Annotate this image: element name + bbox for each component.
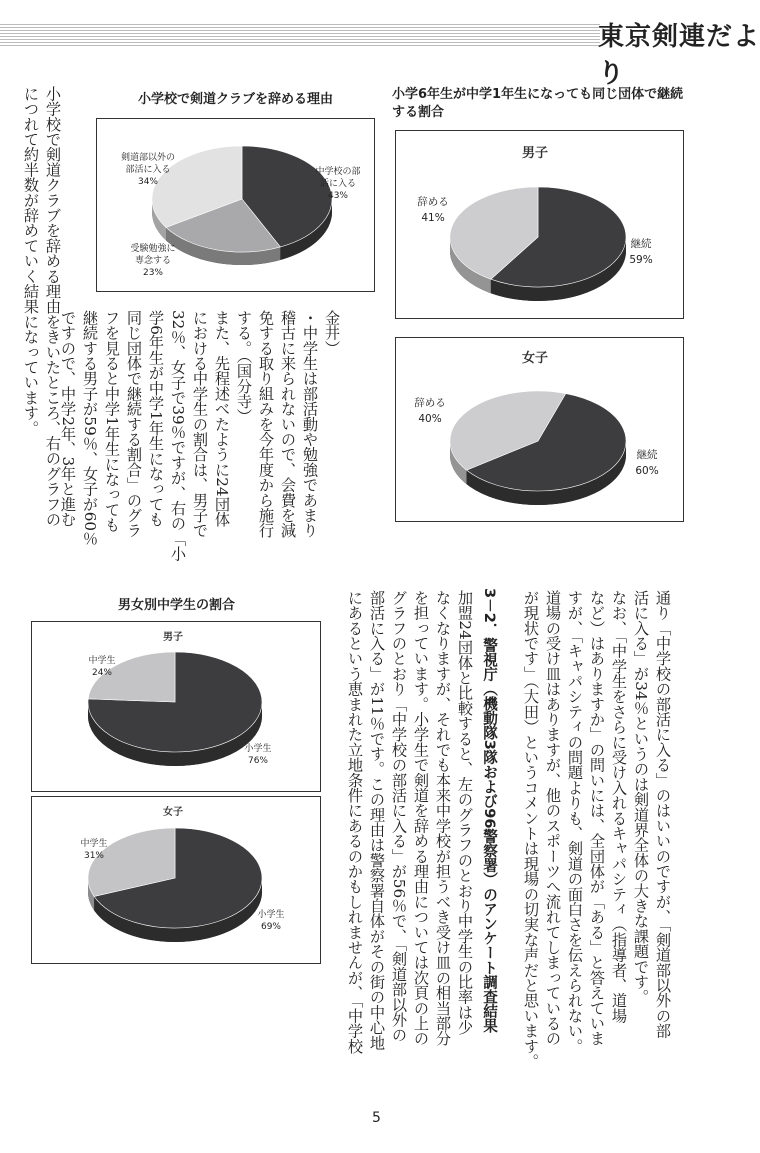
- pie-slice-label: 中学生 24%: [88, 656, 116, 678]
- text-line: を担っています。小学生で剣道を辞める理由については次頁の上の: [412, 590, 430, 1046]
- text-line: 加盟24団体と比較すると、左のグラフのとおり中学生の比率は少: [456, 590, 474, 1035]
- text-line: また、先程述べたように24団体: [213, 310, 231, 527]
- text-line: 小学校で剣道クラブを辞める理由をきいたところ、右のグラフの: [44, 86, 62, 527]
- chart-subtitle-girls-gender: 女子: [163, 807, 183, 818]
- chart-subtitle-boys-gender: 男子: [163, 632, 183, 643]
- text-line: 部活に入る」が11％です。この理由は警察署自体がその街の中心地: [368, 590, 386, 1051]
- text-line: ・中学生は部活動や勉強であまり: [301, 310, 319, 538]
- text-line: 学6年生が中学1年生になっても: [147, 310, 165, 527]
- text-line: なくなりますが、それでも本来中学校が担うべき受け皿の相当部分: [434, 590, 452, 1046]
- body-text-column-d: [344, 590, 476, 1070]
- text-line: 道場の受け皿はありますが、他のスポーツへ流れてしまっているの: [544, 590, 562, 1046]
- pie-slice-label: 継続 59%: [629, 238, 653, 266]
- text-line: 同じ団体で継続する割合」のグラ: [125, 310, 143, 538]
- text-line: グラフのとおり「中学校の部活に入る」が56％で、「剣道部以外の: [390, 590, 408, 1043]
- text-line: 稽古に来られないので、会費を減: [279, 310, 297, 538]
- text-line: など）はありますか」の問いには、全団体が「ある」と答えていま: [588, 590, 606, 1046]
- chart-title-gender-ratio: 男女別中学生の割合: [118, 598, 236, 613]
- text-line: にあるという恵まれた立地条件にあるのかもしれませんが、「中学校: [346, 590, 364, 1054]
- chart-subtitle-boys-continuation: 男子: [522, 146, 549, 161]
- page-number: 5: [372, 1110, 381, 1126]
- text-line: 32％、女子で39％ですが、右の「小: [169, 310, 187, 562]
- chart-title-continuation: 小学6年生が中学1年生になっても同じ団体で継続する割合: [392, 87, 684, 120]
- text-line: 通り「中学校の部活に入る」のはいいのですが、「剣道部以外の部: [654, 590, 672, 1039]
- pie-slice-label: 小学生 76%: [244, 744, 272, 766]
- text-line: なお、「中学生をさらに受け入れるキャパシティ（指導者、道場: [610, 590, 628, 1024]
- text-line: 免する取り組みを今年度から施行: [257, 310, 275, 538]
- pie-slice-label: 辞める 41%: [417, 196, 449, 224]
- section-heading: [478, 588, 500, 1058]
- text-line: につれて約半数が辞めていく結果になっています。: [22, 86, 40, 436]
- pie-slice-label: 受験勉強に専念する 23%: [130, 244, 176, 278]
- text-line: が現状です」（大田）というコメントは現場の切実な声だと思います。: [522, 590, 540, 1069]
- pie-slice-label: 辞める 40%: [414, 397, 446, 425]
- chart-title-quit-reasons: 小学校で剣道クラブを辞める理由: [138, 92, 334, 107]
- section-heading-text: 3－2．警視庁（機動隊3隊および96警察署）のアンケート調査結果: [481, 588, 498, 1033]
- pie-slice-label: 剣道部以外の部活に入る 34%: [120, 153, 176, 187]
- text-line: 活に入る」が34％というのは剣道界全体の大きな課題です。: [632, 590, 650, 1005]
- text-line: すが、「キャパシティの問題よりも、剣道の面白さを伝えられない。: [566, 590, 584, 1054]
- chart-subtitle-girls-continuation: 女子: [522, 351, 549, 366]
- text-line: ですので、中学2年、3年と進む: [59, 310, 77, 527]
- text-line: フを見ると中学1年生になっても: [103, 310, 121, 533]
- pie-slice-label: 中学生 31%: [80, 839, 108, 861]
- text-line: における中学生の割合は、男子で: [191, 310, 209, 538]
- body-text-column-c: [520, 590, 674, 1070]
- text-line: 金井）: [323, 310, 341, 356]
- newsletter-title: 東京剣連だより: [598, 22, 760, 89]
- pie-slice-label: 中学校の部活に入る 43%: [315, 167, 361, 201]
- text-line: 継続する男子が59％、女子が60％: [81, 310, 99, 547]
- pie-slice-label: 小学生 69%: [257, 910, 285, 932]
- pie-slice-label: 継続 60%: [635, 449, 659, 477]
- body-text-column-b: [57, 310, 343, 560]
- text-line: する。（国分寺）: [235, 310, 253, 424]
